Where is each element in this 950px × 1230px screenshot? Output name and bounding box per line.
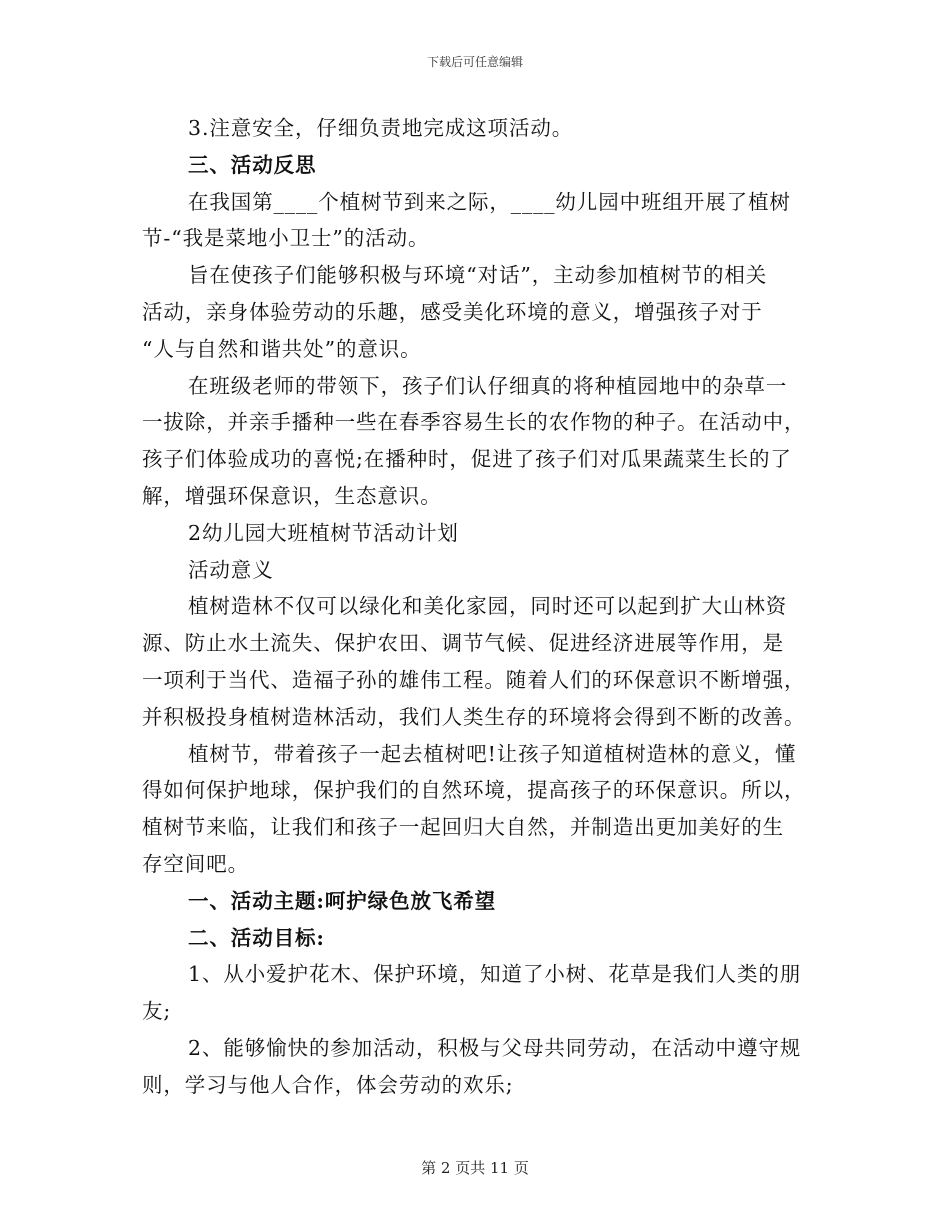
page-header: 下载后可任意编辑 bbox=[426, 55, 523, 69]
list-item-line: 1、从小爱护花木、保护环境，知道了小树、花草是我们人类的朋 bbox=[188, 962, 802, 987]
paragraph-line: 在我国第____个植树节到来之际，____幼儿园中班组开展了植树 bbox=[188, 189, 791, 214]
paragraph-line: 旨在使孩子们能够积极与环境“对话”，主动参加植树节的相关 bbox=[188, 263, 768, 288]
section-heading: 一、活动主题:呵护绿色放飞希望 bbox=[188, 888, 497, 913]
paragraph-line: 在班级老师的带领下，孩子们认仔细真的将种植园地中的杂草一 bbox=[188, 373, 788, 398]
list-item-line: 则，学习与他人合作，体会劳动的欢乐; bbox=[142, 1072, 514, 1097]
paragraph-line: 孩子们体验成功的喜悦;在播种时，促进了孩子们对瓜果蔬菜生长的了 bbox=[142, 447, 792, 472]
paragraph-line: 并积极投身植树造林活动，我们人类生存的环境将会得到不断的改善。 bbox=[142, 704, 806, 729]
paragraph-line: 植树节，带着孩子一起去植树吧!让孩子知道植树造林的意义，懂 bbox=[188, 741, 797, 766]
paragraph-line: 源、防止水土流失、保护农田、调节气候、促进经济进展等作用，是 bbox=[142, 631, 784, 656]
section-title: 2幼儿园大班植树节活动计划 bbox=[188, 520, 459, 545]
page-footer: 第 2 页共 11 页 bbox=[421, 1159, 529, 1177]
paragraph-line: 3.注意安全，仔细负责地完成这项活动。 bbox=[188, 116, 574, 140]
section-heading: 二、活动目标: bbox=[188, 925, 325, 950]
paragraph-line: 活动，亲身体验劳动的乐趣，感受美化环境的意义，增强孩子对于 bbox=[142, 299, 763, 324]
paragraph-line: 植树节来临，让我们和孩子一起回归大自然，并制造出更加美好的生 bbox=[142, 815, 784, 840]
list-item-line: 友; bbox=[142, 999, 172, 1024]
subsection-title: 活动意义 bbox=[188, 557, 274, 582]
paragraph-line: 得如何保护地球，保护我们的自然环境，提高孩子的环保意识。所以， bbox=[142, 778, 806, 803]
paragraph-line: “人与自然和谐共处”的意识。 bbox=[142, 336, 422, 361]
paragraph-line: 一拔除，并亲手播种一些在春季容易生长的农作物的种子。在活动中， bbox=[142, 410, 806, 435]
paragraph-line: 存空间吧。 bbox=[142, 851, 249, 876]
paragraph-line: 植树造林不仅可以绿化和美化家园，同时还可以起到扩大山林资 bbox=[188, 594, 788, 619]
paragraph-line: 节-“我是菜地小卫士”的活动。 bbox=[142, 226, 430, 251]
document-body bbox=[142, 110, 808, 1104]
paragraph-line: 一项利于当代、造福子孙的雄伟工程。随着人们的环保意识不断增强， bbox=[142, 667, 806, 692]
section-heading: 三、活动反思 bbox=[188, 152, 317, 177]
list-item-line: 2、能够愉快的参加活动，积极与父母共同劳动，在活动中遵守规 bbox=[188, 1035, 802, 1060]
paragraph-line: 解，增强环保意识，生态意识。 bbox=[142, 483, 442, 508]
